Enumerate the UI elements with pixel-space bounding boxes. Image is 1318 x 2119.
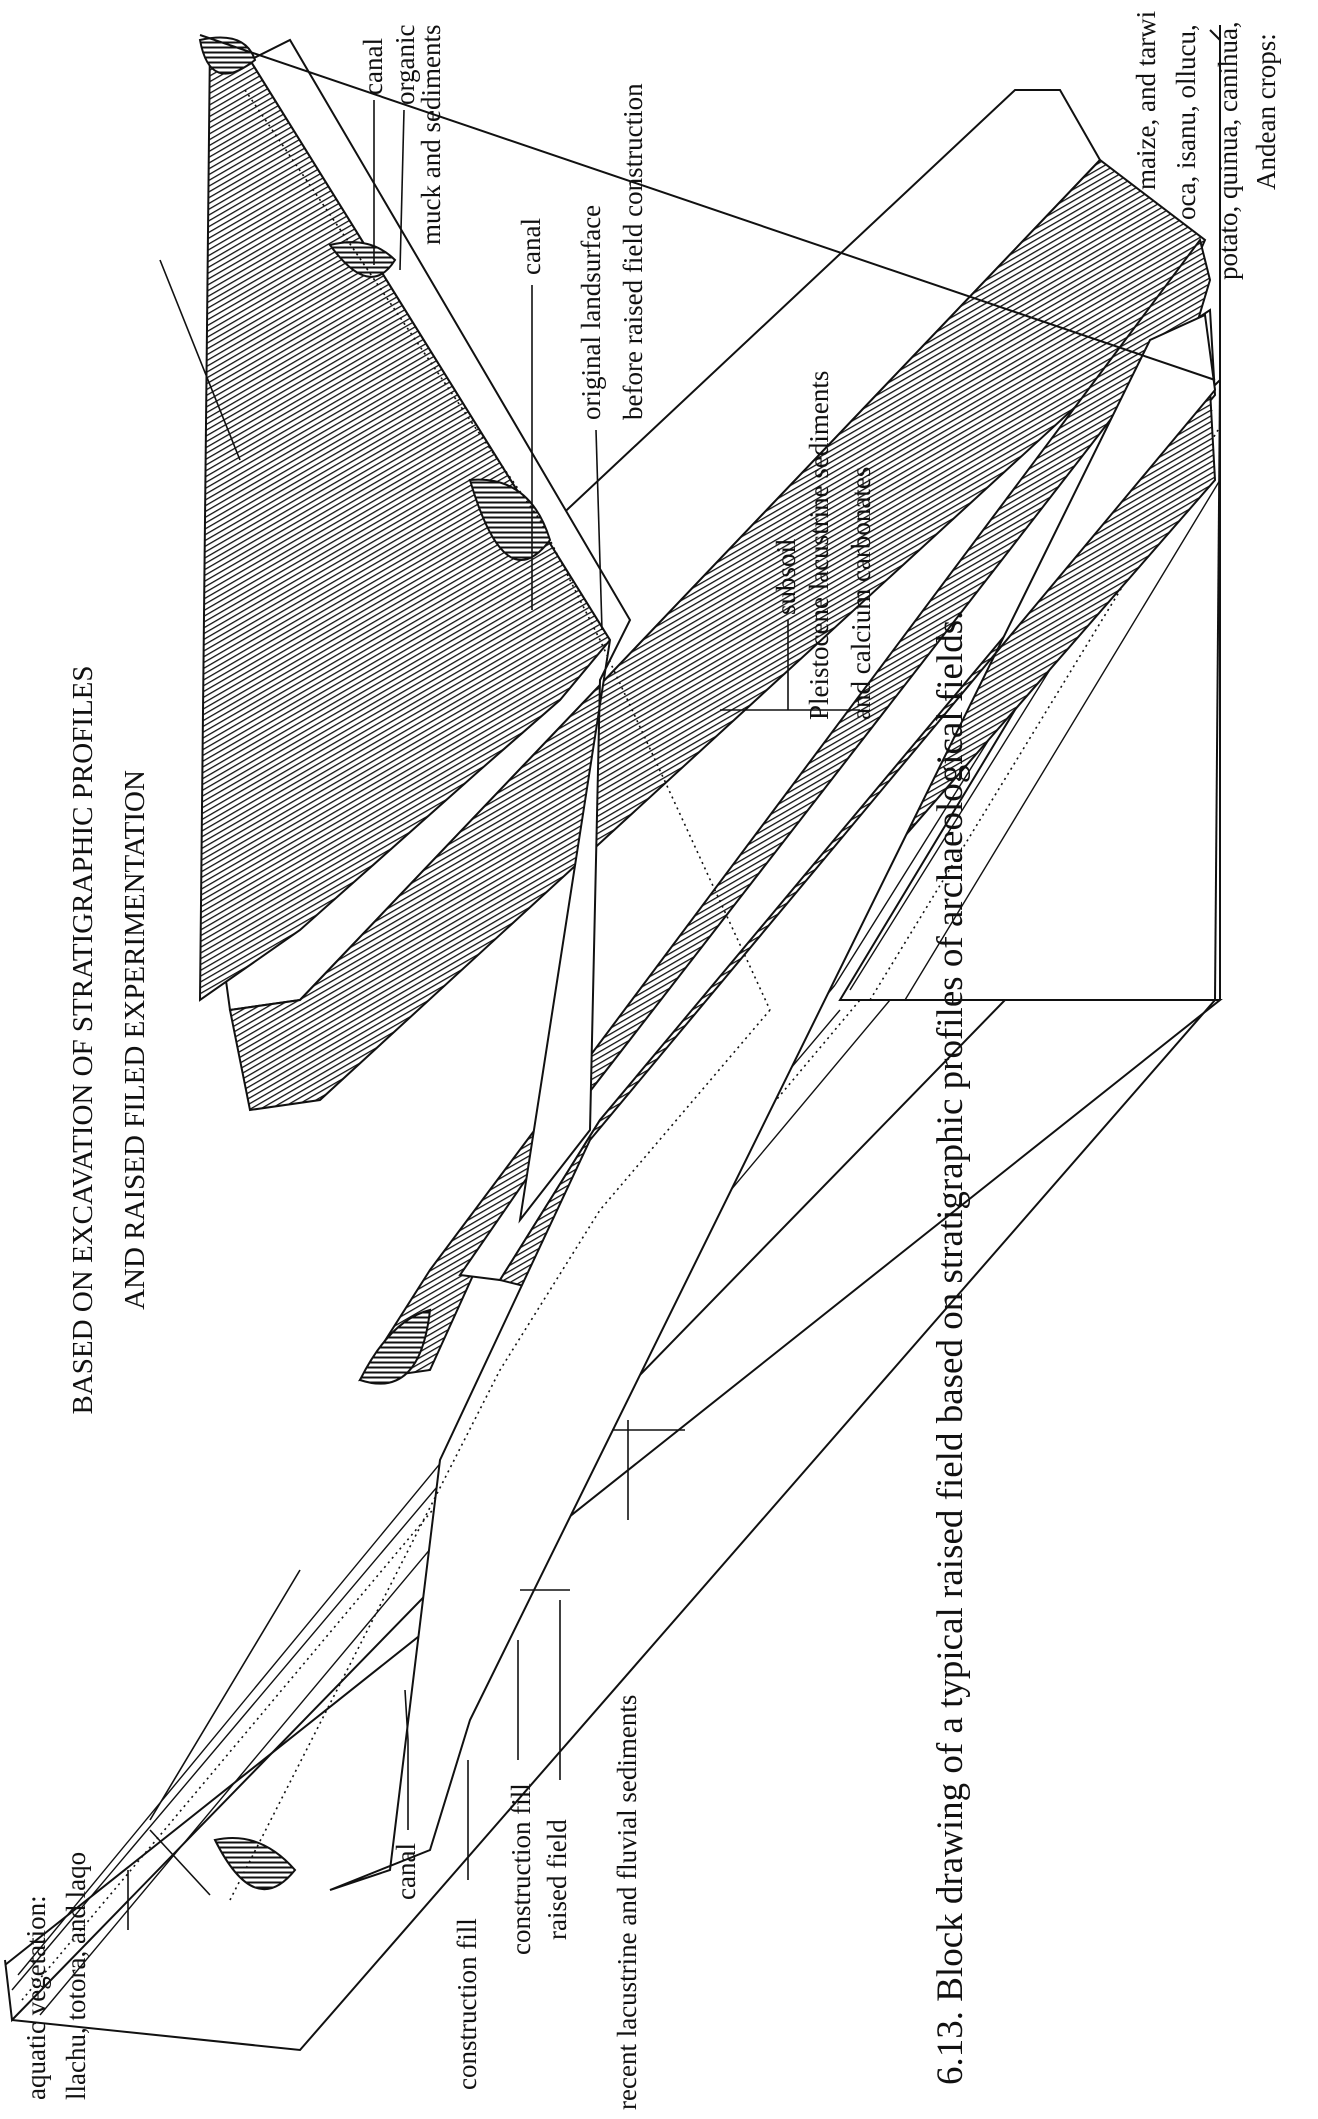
label-crops-4: maize, and tarwi <box>1131 10 1161 190</box>
label-canal-mid <box>516 218 546 275</box>
label-organic-1: organic <box>390 24 420 105</box>
label-crops-2: potato, quinua, canihua, <box>1213 21 1243 280</box>
label-landsurface-1: original landsurface <box>576 204 606 420</box>
label-raised-field-text: raised field <box>542 1819 572 1940</box>
caption-text: 6.13. Block drawing of a typical raised field based on stratigraphic profiles of archaeological fields. <box>930 610 971 2085</box>
label-landsurface-2: before raised field construction <box>618 83 648 420</box>
canal-end-4 <box>360 1310 430 1384</box>
label-crops-1: Andean crops: <box>1251 33 1281 190</box>
label-organic-2-wrap <box>416 25 446 245</box>
label-organic-2: muck and sediments <box>416 24 446 245</box>
canal-end-5 <box>215 1838 295 1889</box>
label-canal-left <box>391 1843 421 1900</box>
label-construction-fill-2 <box>506 1783 536 1955</box>
label-recent-sediments-text: recent lacustrine and fluvial sediments <box>612 1694 642 2110</box>
label-crops-3: oca, isanu, ollucu, <box>1171 24 1201 220</box>
label-construction-fill-1 <box>452 1918 482 2090</box>
heading-line-1: BASED ON EXCAVATION OF STRATIGRAPHIC PROFILES <box>67 665 99 1415</box>
label-subsoil-text: subsoil <box>771 538 801 615</box>
label-subsoil <box>771 538 801 615</box>
figure-heading <box>67 665 151 1414</box>
label-recent-sediments <box>612 1695 642 2110</box>
heading-line-2: AND RAISED FILED EXPERIMENTATION <box>119 770 151 1310</box>
label-pleistocene-1: Pleistocene lacustrine sediments <box>804 370 834 720</box>
label-construction-fill-2-text: construction fill <box>506 1783 536 1955</box>
leader-aquatic-2 <box>150 1830 210 1895</box>
label-canal-top-text: canal <box>358 38 388 95</box>
label-aquatic-1: aquatic vegetation: <box>21 1895 51 2100</box>
label-canal-left-text: canal <box>391 1843 421 1900</box>
label-landsurface <box>576 83 648 420</box>
label-construction-fill-1-text: construction fill <box>452 1918 482 2090</box>
label-aquatic-2: llachu, totora, and laqo <box>61 1851 91 2100</box>
label-raised-field <box>542 1819 572 1940</box>
label-canal-top <box>358 38 388 95</box>
label-canal-mid-text: canal <box>516 218 546 275</box>
label-pleistocene-2: and calcium carbonates <box>846 466 876 720</box>
figure-caption <box>930 611 971 2085</box>
